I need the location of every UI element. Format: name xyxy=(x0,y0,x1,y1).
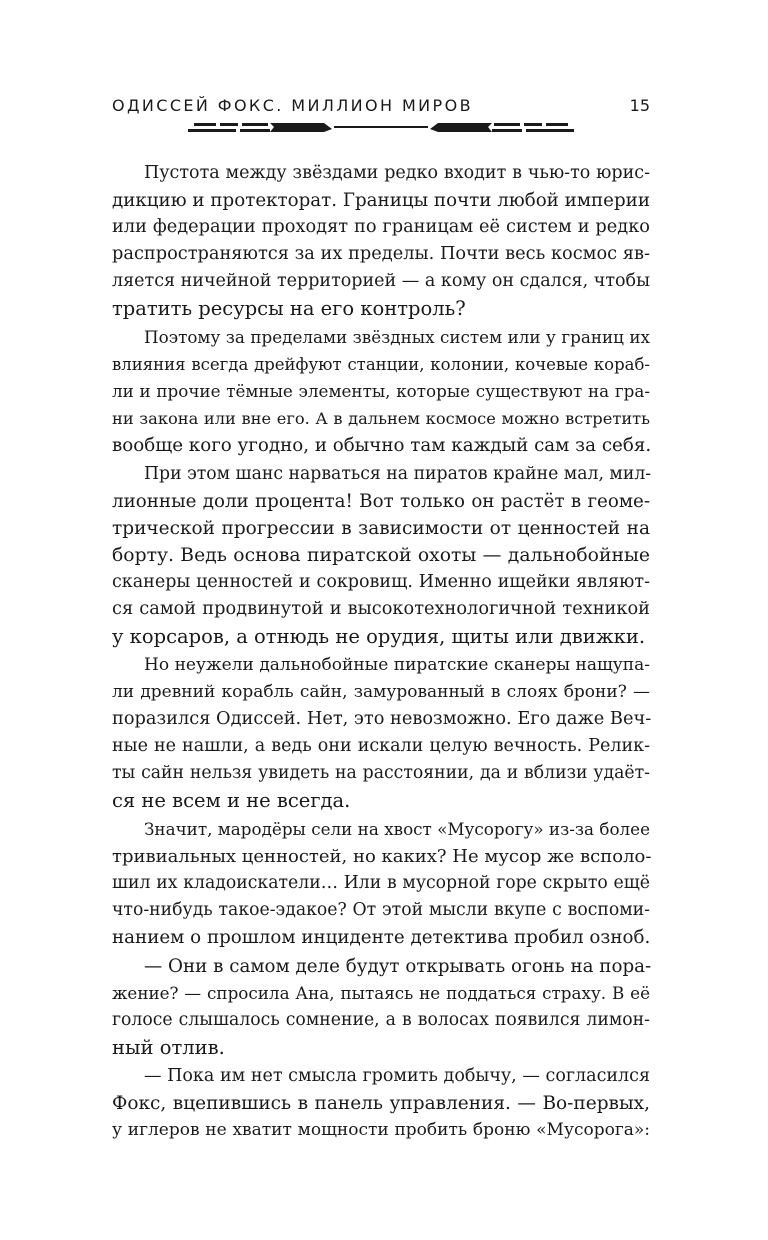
text-line: шил их кладоискатели… Или в мусорной горе скрыто ещё xyxy=(112,873,650,893)
text-line: ные не нашли, а ведь они искали целую вечность. Релик- xyxy=(112,736,650,756)
text-line: Значит, мародёры сели на хвост «Мусорогу» из-за более xyxy=(144,819,650,839)
text-line: ся не всем и не всегда. xyxy=(112,789,351,812)
text-line: сканеры ценностей и сокровищ. Именно ищейки являют- xyxy=(112,572,650,592)
text-line: ный отлив. xyxy=(112,1036,225,1059)
text-line: Фокс, вцепившись в панель управления. — Во-первых, xyxy=(112,1093,650,1114)
text-line: влияния всегда дрейфуют станции, колонии, кочевые кораб- xyxy=(112,355,650,374)
text-line: Пустота между звёздами редко входит в чью-то юрис- xyxy=(144,163,650,183)
header-ornament xyxy=(112,120,650,136)
text-line: ляется ничейной территорией — а кому он сдался, чтобы xyxy=(112,271,650,291)
text-line: жение? — спросила Ана, пытаясь не поддаться страху. В её xyxy=(112,983,650,1003)
paragraph xyxy=(112,461,650,650)
text-line: у корсаров, а отнюдь не орудия, щиты или движки. xyxy=(112,625,646,648)
text-line: дикцию и протекторат. Границы почти любой империи xyxy=(112,190,650,211)
page-number: 15 xyxy=(629,96,650,115)
text-line: При этом шанс нарваться на пиратов крайне мал, мил- xyxy=(144,464,652,484)
paragraph xyxy=(112,816,650,951)
text-line: вообще кого угодно, и обычно там каждый сам за себя. xyxy=(112,435,652,456)
text-line: трической прогрессии в зависимости от ценностей на xyxy=(112,518,650,539)
paragraph xyxy=(112,160,650,322)
body-text xyxy=(112,160,650,1146)
text-line: что-нибудь такое-эдакое? От этой мысли вкупе с воспоми- xyxy=(112,900,650,920)
paragraph xyxy=(112,953,650,1061)
page-header xyxy=(112,96,650,140)
paragraph xyxy=(112,652,650,814)
text-line: голосе слышалось сомнение, а в волосах появился лимон- xyxy=(112,1010,650,1030)
text-line: ли и прочие тёмные элементы, которые существуют на гра- xyxy=(112,381,650,401)
text-line: ни закона или вне его. А в дальнем космосе можно встретить xyxy=(112,409,650,428)
text-line: лионные доли процента! Вот только он растёт в геоме- xyxy=(112,491,650,512)
paragraph xyxy=(112,324,650,459)
text-line: у иглеров не хватит мощности пробить броню «Мусорога»: xyxy=(112,1120,650,1140)
text-line: Но неужели дальнобойные пиратские сканеры нащупа- xyxy=(144,655,650,675)
text-line: тривиальных ценностей, но каких? Не мусор же всполо- xyxy=(112,846,652,867)
text-line: Поэтому за пределами звёздных систем или у границ их xyxy=(144,327,650,347)
running-title: ОДИССЕЙ ФОКС. МИЛЛИОН МИРОВ xyxy=(112,96,473,115)
text-line: борту. Ведь основа пиратской охоты — дальнобойные xyxy=(112,545,650,566)
text-line: распространяются за их пределы. Почти весь космос яв- xyxy=(112,244,650,264)
paragraph xyxy=(112,1063,650,1144)
text-line: нанием о прошлом инциденте детектива пробил озноб. xyxy=(112,927,651,948)
text-line: — Они в самом деле будут открывать огонь на пора- xyxy=(144,956,652,977)
text-line: тратить ресурсы на его контроль? xyxy=(112,297,466,320)
text-line: или федерации проходят по границам её систем и редко xyxy=(112,217,650,237)
text-line: ся самой продвинутой и высокотехнологичной техникой xyxy=(112,599,650,619)
text-line: ли древний корабль сайн, замурованный в слоях брони? — xyxy=(112,682,650,702)
text-line: ты сайн нельзя увидеть на расстоянии, да и вблизи удаёт- xyxy=(112,763,650,783)
text-line: поразился Одиссей. Нет, это невозможно. Его даже Веч- xyxy=(112,709,652,729)
text-line: — Пока им нет смысла громить добычу, — согласился xyxy=(144,1066,650,1086)
